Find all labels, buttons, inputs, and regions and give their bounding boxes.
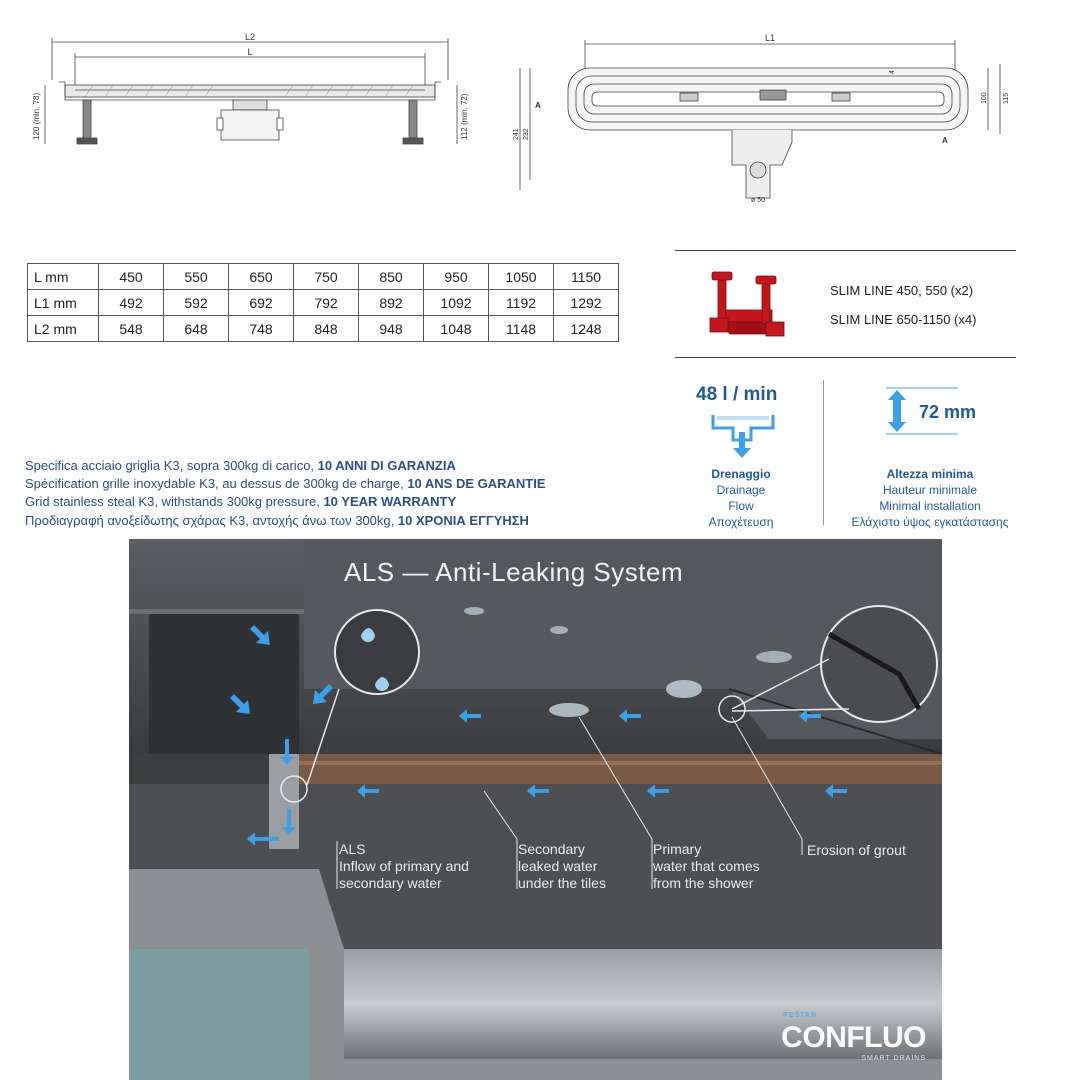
- als-diagram: [129, 539, 942, 1080]
- dim-100-label: 100: [981, 92, 988, 104]
- als-label-inflow-2: Inflow of primary and: [339, 858, 469, 874]
- pipe-diameter-label: ø 50: [750, 197, 766, 204]
- logo-name: CONFLUO: [781, 1021, 926, 1054]
- l2-label: L2: [244, 32, 256, 42]
- table-cell: 1050: [489, 264, 554, 290]
- als-label-primary-2: water that comes: [653, 858, 760, 874]
- flow-caption: [680, 466, 802, 530]
- warranty-it-text: Specifica acciaio griglia K3, sopra 300kg di carico,: [25, 458, 318, 473]
- warranty-en: [25, 494, 456, 509]
- right-height-label: 112 (min. 72): [460, 93, 469, 140]
- table-row: [28, 264, 619, 290]
- warranty-en-bold: 10 YEAR WARRANTY: [323, 494, 457, 509]
- dim-115-label: 115: [1003, 92, 1010, 104]
- table-cell: 550: [164, 264, 229, 290]
- support-top-rule: [675, 250, 1016, 251]
- table-cell: 792: [294, 290, 359, 316]
- feature-divider: [823, 380, 824, 525]
- drainage-icon: [705, 410, 780, 460]
- table-row-label: L mm: [28, 264, 99, 290]
- table-cell: 648: [164, 316, 229, 342]
- warranty-el-text: Προδιαγραφή ανοξείδωτης σχάρας K3, αντοχής άνω των 300kg,: [25, 513, 398, 528]
- warranty-en-text: Grid stainless steal K3, withstands 300kg pressure,: [25, 494, 324, 509]
- support-bottom-rule: [675, 357, 1016, 358]
- height-caption-it: Altezza minima: [886, 467, 974, 481]
- als-label-secondary-2: leaked water: [518, 858, 598, 874]
- warranty-fr-text: Spécification grille inoxydable K3, au dessus de 300kg de charge,: [25, 476, 408, 491]
- logo-tagline: SMART DRAINS: [861, 1055, 926, 1062]
- table-cell: 592: [164, 290, 229, 316]
- dim-241-label: 241: [513, 128, 520, 140]
- table-cell: 1192: [489, 290, 554, 316]
- table-cell: 692: [229, 290, 294, 316]
- warranty-fr-bold: 10 ANS DE GARANTIE: [407, 476, 546, 491]
- table-cell: 548: [99, 316, 164, 342]
- top-view-drawing: [510, 30, 1020, 210]
- flow-caption-en: Flow: [728, 499, 754, 513]
- section-a-left: A: [535, 101, 541, 110]
- flow-caption-el: Αποχέτευση: [708, 515, 774, 529]
- l1-label: L1: [764, 33, 776, 43]
- als-illustration: [129, 539, 942, 1080]
- warranty-it: [25, 458, 456, 473]
- table-cell: 1292: [554, 290, 619, 316]
- warranty-it-bold: 10 ANNI DI GARANZIA: [317, 458, 456, 473]
- als-label-inflow-1: ALS: [339, 841, 366, 857]
- flow-caption-it: Drenaggio: [711, 467, 771, 481]
- table-cell: 892: [359, 290, 424, 316]
- table-row-label: L2 mm: [28, 316, 99, 342]
- warranty-el: [25, 513, 529, 528]
- table-cell: 950: [424, 264, 489, 290]
- table-row-label: L1 mm: [28, 290, 99, 316]
- height-caption-el: Ελάχιστο ύψος εγκατάστασης: [851, 515, 1009, 529]
- table-cell: 848: [294, 316, 359, 342]
- als-label-secondary-1: Secondary: [518, 841, 585, 857]
- table-cell: 948: [359, 316, 424, 342]
- table-cell: 750: [294, 264, 359, 290]
- height-value: 72 mm: [919, 402, 977, 422]
- support-line-1: SLIM LINE 450, 550 (x2): [830, 283, 974, 298]
- front-view-drawing: [25, 30, 475, 155]
- table-cell: 1148: [489, 316, 554, 342]
- warranty-el-bold: 10 ΧΡΟΝΙΑ ΕΓΓΥΗΣΗ: [397, 513, 529, 528]
- table-cell: 492: [99, 290, 164, 316]
- height-caption: [840, 466, 1020, 530]
- table-cell: 1048: [424, 316, 489, 342]
- confluo-logo: [781, 1012, 926, 1062]
- flow-value: 48 l / min: [696, 384, 778, 405]
- height-caption-en: Minimal installation: [879, 499, 981, 513]
- als-label-secondary-3: under the tiles: [518, 875, 606, 891]
- als-label-inflow: [339, 841, 469, 892]
- support-feet-image: [700, 262, 790, 347]
- table-row: [28, 316, 619, 342]
- als-title: ALS — Anti-Leaking System: [344, 557, 684, 587]
- als-label-inflow-3: secondary water: [339, 875, 442, 891]
- als-label-secondary: [518, 841, 606, 892]
- table-cell: 1092: [424, 290, 489, 316]
- support-line-2: SLIM LINE 650-1150 (x4): [830, 312, 977, 327]
- dimensions-table: [27, 263, 619, 342]
- als-label-primary: [653, 841, 760, 892]
- als-label-erosion: Erosion of grout: [807, 842, 906, 858]
- dim-232-label: 232: [523, 128, 530, 140]
- table-cell: 450: [99, 264, 164, 290]
- height-caption-fr: Hauteur minimale: [882, 483, 978, 497]
- warranty-fr: [25, 476, 546, 491]
- table-row: [28, 290, 619, 316]
- als-label-primary-3: from the shower: [653, 875, 754, 891]
- dim-4-label: 4: [889, 70, 896, 74]
- als-label-primary-1: Primary: [653, 841, 702, 857]
- table-cell: 850: [359, 264, 424, 290]
- l-label: L: [247, 47, 253, 57]
- table-cell: 650: [229, 264, 294, 290]
- table-cell: 1248: [554, 316, 619, 342]
- table-cell: 748: [229, 316, 294, 342]
- table-cell: 1150: [554, 264, 619, 290]
- flow-caption-fr: Drainage: [716, 483, 766, 497]
- logo-brand: PEŠTAN: [783, 1012, 818, 1019]
- section-a-right: A: [942, 136, 948, 145]
- left-height-label: 120 (min. 78): [32, 92, 41, 140]
